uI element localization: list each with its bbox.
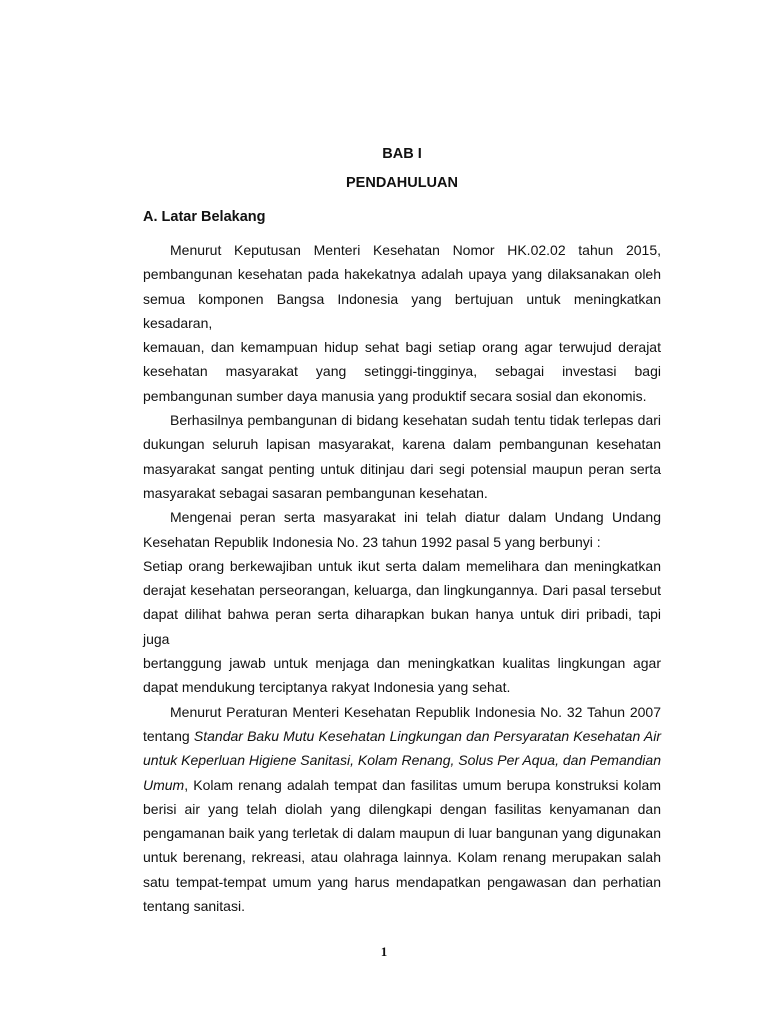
text-line: Berhasilnya pembangunan di bidang kesehatan sudah tentu tidak terlepas dari [170, 412, 661, 429]
text-segment: tentang [143, 727, 194, 744]
body-text [143, 238, 661, 918]
text-line: tentang sanitasi. [143, 898, 245, 915]
text-line: Menurut Peraturan Menteri Kesehatan Republik Indonesia No. 32 Tahun 2007 [170, 703, 661, 720]
text-line: pembangunan sumber daya manusia yang produktif secara sosial dan ekonomis. [143, 387, 647, 404]
text-line [143, 773, 661, 797]
paragraph-5 [143, 700, 661, 919]
page-number: 1 [380, 944, 388, 959]
chapter-title: PENDAHULUAN [346, 175, 458, 191]
paragraph-1 [143, 238, 661, 408]
text-line [143, 748, 661, 772]
text-line: Setiap orang berkewajiban untuk ikut serta dalam memelihara dan meningkatkan [143, 557, 661, 574]
text-line: masyarakat sangat penting untuk ditinjau dari segi potensial maupun peran serta [143, 460, 661, 477]
regulation-title-italic: untuk Keperluan Higiene Sanitasi, Kolam Renang, Solus Per Aqua, dan Pemandian [143, 752, 661, 769]
text-line: berisi air yang telah diolah yang dilengkapi dengan fasilitas kenyamanan dan [143, 800, 661, 817]
text-line: Kesehatan Republik Indonesia No. 23 tahun 1992 pasal 5 yang berbunyi : [143, 533, 601, 550]
text-line: semua komponen Bangsa Indonesia yang bertujuan untuk meningkatkan kesadaran, [143, 290, 661, 331]
section-heading: A. Latar Belakang [143, 209, 266, 225]
text-line: dapat mendukung terciptanya rakyat Indonesia yang sehat. [143, 679, 511, 696]
text-line: dukungan seluruh lapisan masyarakat, karena dalam pembangunan kesehatan [143, 436, 661, 453]
text-line: pembangunan kesehatan pada hakekatnya adalah upaya yang dilaksanakan oleh [143, 266, 661, 283]
text-line: kesehatan masyarakat yang setinggi-tingginya, sebagai investasi bagi [143, 363, 661, 380]
text-line: kemauan, dan kemampuan hidup sehat bagi setiap orang agar terwujud derajat [143, 339, 661, 356]
regulation-title-italic: Umum [143, 776, 185, 793]
paragraph-2 [143, 408, 661, 505]
text-segment: , Kolam renang adalah tempat dan fasilitas umum berupa konstruksi kolam [184, 776, 661, 793]
text-line: dapat dilihat bahwa peran serta diharapkan bukan hanya untuk diri pribadi, tapi juga [143, 606, 661, 647]
paragraph-4 [143, 554, 661, 700]
text-line: Menurut Keputusan Menteri Kesehatan Nomor HK.02.02 tahun 2015, [170, 242, 661, 258]
text-line: masyarakat sebagai sasaran pembangunan kesehatan. [143, 484, 488, 501]
chapter-label: BAB I [382, 146, 422, 162]
text-line: pengamanan baik yang terletak di dalam maupun di luar bangunan yang digunakan [143, 825, 661, 842]
text-line: satu tempat-tempat umum yang harus mendapatkan pengawasan dan perhatian [143, 873, 661, 890]
text-line: bertanggung jawab untuk menjaga dan meningkatkan kualitas lingkungan agar [143, 655, 661, 672]
text-line: untuk berenang, rekreasi, atau olahraga lainnya. Kolam renang merupakan salah [143, 849, 661, 866]
paragraph-3 [143, 505, 661, 554]
regulation-title-italic: Standar Baku Mutu Kesehatan Lingkungan dan Persyaratan Kesehatan Air [193, 727, 662, 744]
text-line [143, 724, 661, 748]
text-line: derajat kesehatan perseorangan, keluarga, dan lingkungannya. Dari pasal tersebut [143, 582, 661, 599]
text-line: Mengenai peran serta masyarakat ini telah diatur dalam Undang Undang [170, 509, 661, 526]
